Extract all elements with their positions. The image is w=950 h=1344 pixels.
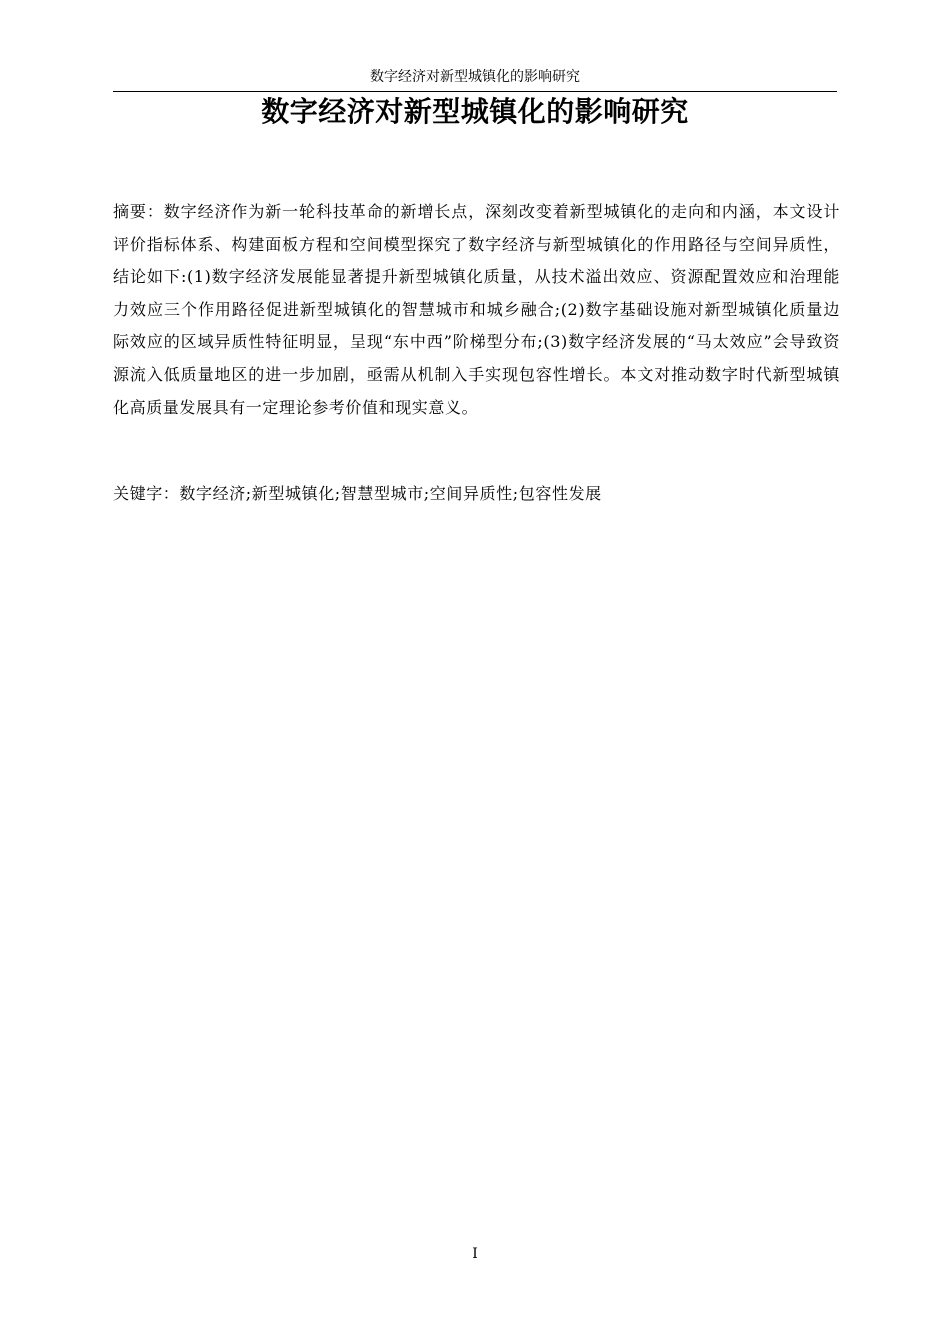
- keywords-text: 数字经济;新型城镇化;智慧型城市;空间异质性;包容性发展: [179, 484, 602, 503]
- abstract-text: 数字经济作为新一轮科技革命的新增长点，深刻改变着新型城镇化的走向和内涵，本文设计评价指标体系、构建面板方程和空间模型探究了数字经济与新型城镇化的作用路径与空间异质性，结论如下:(1)数字经济发展能显著提升新型城镇化质量，从技术溢出效应、资源配置效应和治理能力效应三个作用路径促进新型城镇化的智慧城市和城乡融合;(2)数字基础设施对新型城镇化质量边际效应的区域异质性特征明显，呈现“东中西”阶梯型分布;(3)数字经济发展的“马太效应”会导致资源流入低质量地区的进一步加剧，亟需从机制入手实现包容性增长。本文对推动数字时代新型城镇化高质量发展具有一定理论参考价值和现实意义。: [113, 202, 840, 417]
- running-header-title: 数字经济对新型城镇化的影响研究: [370, 69, 580, 85]
- running-header: [113, 64, 837, 92]
- paper-title: 数字经济对新型城镇化的影响研究: [261, 95, 689, 128]
- abstract: [113, 196, 840, 424]
- keywords: [113, 478, 840, 510]
- page-number: I: [472, 1246, 478, 1262]
- keywords-label: 关键字：: [113, 484, 180, 503]
- abstract-label: 摘要：: [113, 202, 164, 221]
